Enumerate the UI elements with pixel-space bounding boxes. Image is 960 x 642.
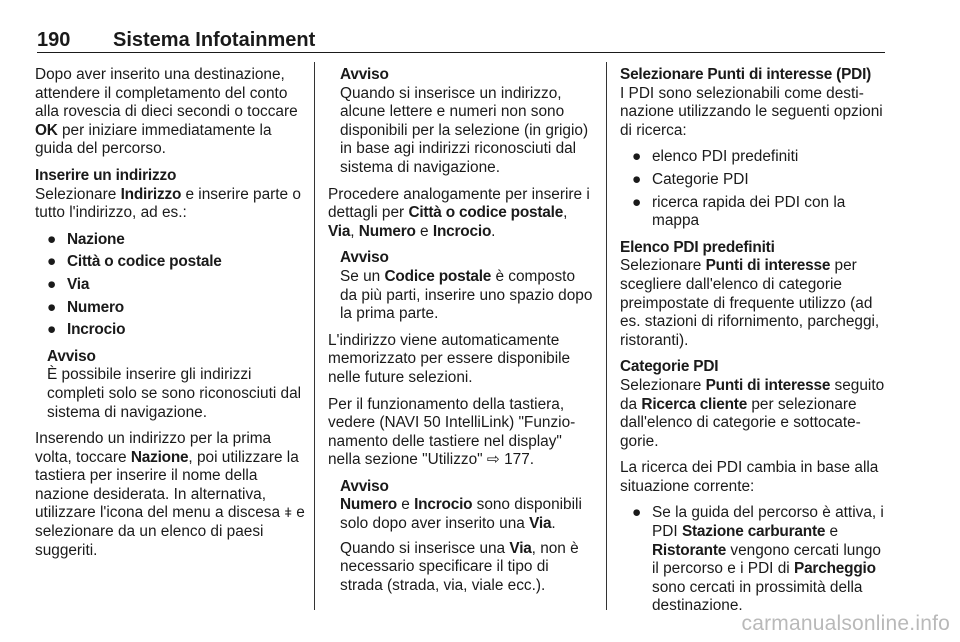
list-item: ● ricerca rapida dei PDI con la mappa (632, 193, 846, 230)
proceed-paragraph: Procedere analogamente per inserire i dettagli per Città o codice postale, Via, Numero e Incrocio. (328, 185, 590, 240)
note-block (328, 66, 593, 178)
note-text: Se un Codice postale è composto da più parti, inserire uno spazio dopo la prima parte. (340, 267, 593, 323)
note-text: Quando si inserisce una Via, non è necessario specificare il tipo di strada (strada, via, viale ecc.). (340, 539, 579, 594)
section-heading-categories: Categorie PDI (620, 358, 719, 376)
list-item: ● Nazione (47, 230, 125, 248)
watermark: carmanualsonline.info (741, 612, 950, 635)
search-paragraph: La ricerca dei PDI cambia in base alla situazione corrente: (620, 459, 879, 495)
column-3 (620, 66, 892, 624)
note-title: Avviso (340, 477, 389, 495)
column-1 (35, 66, 305, 568)
note-title: Avviso (340, 66, 389, 83)
page-header (37, 30, 885, 53)
memorized-paragraph: L'indirizzo viene automaticamente memorizzato per essere disponibile nelle future selezioni. (328, 331, 571, 386)
predefined-paragraph: Selezionare Punti di interesse per scegliere dall'elenco di categorie preimpostate di frequente utilizzo (ad es. stazioni di rifornimento, parcheggi, ristoranti). (620, 257, 880, 349)
note-text: Numero e Incrocio sono disponibili solo dopo aver inserito una Via. (340, 496, 582, 533)
column-divider (606, 62, 607, 610)
chapter-title: Sistema Infotainment (113, 29, 316, 51)
list-item: ● Numero (47, 298, 124, 316)
note-title: Avviso (47, 347, 96, 365)
keyboard-paragraph: Per il funzionamento della tastiera, vedere (NAVI 50 IntelliLink) "Funzionamento delle tastiere nel display" nella sezione "Utilizzo" ⇨ 177. (328, 395, 576, 469)
list-item: ● Se la guida del percorso è attiva, i PDI Stazione carburante e Ristorante vengono cercati lungo il percorso e i PDI di Parcheggio sono cercati in prossimità della destinazione. (632, 504, 884, 615)
note-title: Avviso (340, 249, 389, 267)
country-paragraph: Inserendo un indirizzo per la prima volta, toccare Nazione, poi utilizzare la tastiera per inserire il nome della nazione desiderata. In alternativa, utilizzare l'icona del menu a discesa ǂ e selezionare da un elenco di paesi suggeriti. (35, 430, 305, 559)
list-item: ● Incrocio (47, 321, 126, 339)
section-heading-predefined: Elenco PDI predefiniti (620, 238, 775, 256)
address-paragraph: Selezionare Indirizzo e inserire parte o tutto l'indirizzo, ad es.: (35, 185, 301, 222)
categories-paragraph: Selezionare Punti di interesse seguito da Ricerca cliente per selezionare dall'elenco di categorie e sottocategorie. (620, 376, 885, 450)
list-item: ● Città o codice postale (47, 253, 222, 271)
intro-paragraph: Dopo aver inserito una destinazione, attendere il completamento del conto alla rovescia di dieci secondi o toccare OK per iniziare immediatamente la guida del percorso. (35, 66, 298, 158)
column-2 (328, 66, 593, 603)
page-number: 190 (37, 29, 71, 51)
list-item: ● Categorie PDI (632, 170, 749, 188)
address-field-list (35, 231, 305, 340)
section-heading-poi: Selezionare Punti di interesse (PDI) (620, 66, 872, 83)
column-divider (314, 62, 315, 610)
section-heading-address: Inserire un indirizzo (35, 166, 177, 184)
page-reference: 177. (499, 451, 535, 469)
dropdown-menu-icon: ǂ (284, 505, 292, 521)
note-text: Quando si inserisce un indirizzo, alcune lettere e numeri non sono disponibili per la selezione (in grigio) in base agi indirizzi riconosciuti dal sistema di navigazione. (340, 84, 589, 176)
page-reference-arrow-icon: ⇨ (486, 451, 500, 469)
list-item: ● elenco PDI predefiniti (632, 148, 799, 166)
poi-paragraph: I PDI sono selezionabili come destinazione utilizzando le seguenti opzioni di ricerca: (620, 84, 883, 139)
list-item: ● Via (47, 275, 90, 293)
poi-option-list (620, 148, 892, 230)
note-block (35, 348, 305, 422)
note-text: È possibile inserire gli indirizzi completi solo se sono riconosciuti dal sistema di navigazione. (47, 366, 302, 421)
search-situation-list (620, 504, 892, 616)
note-block (328, 249, 593, 323)
note-block (328, 478, 593, 596)
